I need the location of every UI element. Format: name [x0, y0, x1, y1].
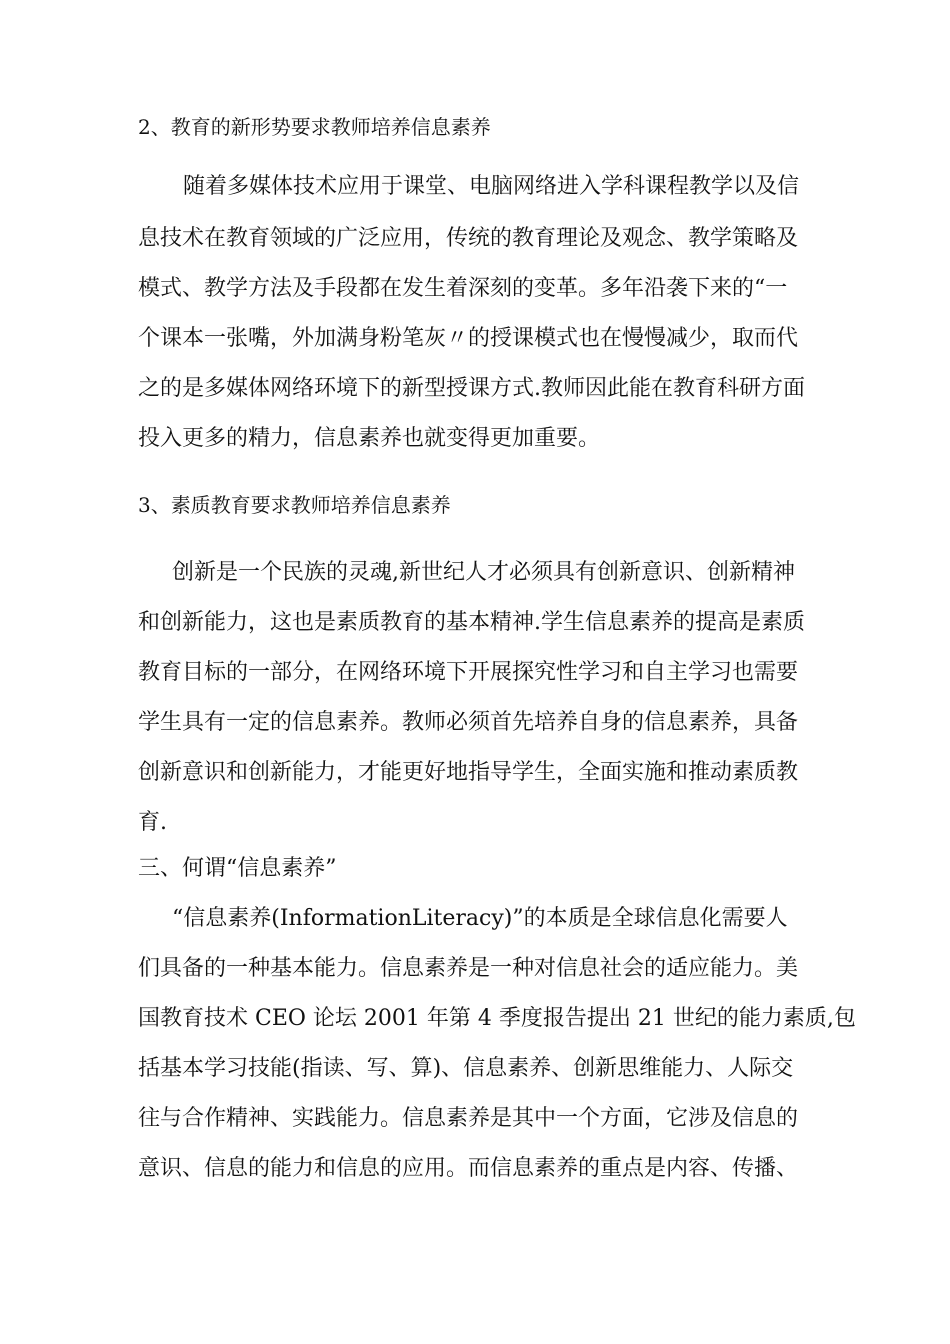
paragraph-line: 之的是多媒体网络环境下的新型授课方式.教师因此能在教育科研方面 [138, 376, 805, 401]
paragraph-line: 育. [138, 810, 167, 835]
paragraph-line: 意识、信息的能力和信息的应用。而信息素养的重点是内容、传播、 [138, 1156, 799, 1181]
paragraph-line: 国教育技术 CEO 论坛 2001 年第 4 季度报告提出 21 世纪的能力素质,包 [138, 1006, 856, 1031]
paragraph-line: 模式、教学方法及手段都在发生着深刻的变革。多年沿袭下来的“一 [138, 276, 788, 301]
paragraph-line: 投入更多的精力，信息素养也就变得更加重要。 [138, 426, 601, 451]
paragraph-line: 括基本学习技能(指读、写、算)、信息素养、创新思维能力、人际交 [138, 1056, 794, 1081]
paragraph-line: 们具备的一种基本能力。信息素养是一种对信息社会的适应能力。美 [138, 956, 799, 981]
paragraph-line: 学生具有一定的信息素养。教师必须首先培养自身的信息素养，具备 [138, 710, 799, 735]
section-heading-2: 2、教育的新形势要求教师培养信息素养 [138, 115, 491, 139]
paragraph-line: “信息素养(InformationLiteracy)”的本质是全球信息化需要人 [172, 906, 788, 931]
paragraph-line: 息技术在教育领域的广泛应用，传统的教育理论及观念、教学策略及 [138, 226, 799, 251]
section-heading-3: 3、素质教育要求教师培养信息素养 [138, 493, 451, 517]
paragraph-line: 和创新能力，这也是素质教育的基本精神.学生信息素养的提高是素质 [138, 610, 805, 635]
paragraph-line: 教育目标的一部分，在网络环境下开展探究性学习和自主学习也需要 [138, 660, 799, 685]
paragraph-line: 个课本一张嘴，外加满身粉笔灰〃的授课模式也在慢慢减少，取而代 [138, 326, 799, 351]
paragraph-line: 随着多媒体技术应用于课堂、电脑网络进入学科课程教学以及信 [183, 174, 800, 199]
paragraph-line: 创新意识和创新能力，才能更好地指导学生，全面实施和推动素质教 [138, 760, 799, 785]
part-heading-3: 三、何谓“信息素养” [138, 856, 337, 881]
paragraph-line: 创新是一个民族的灵魂,新世纪人才必须具有创新意识、创新精神 [172, 560, 795, 585]
paragraph-line: 往与合作精神、实践能力。信息素养是其中一个方面，它涉及信息的 [138, 1106, 799, 1131]
